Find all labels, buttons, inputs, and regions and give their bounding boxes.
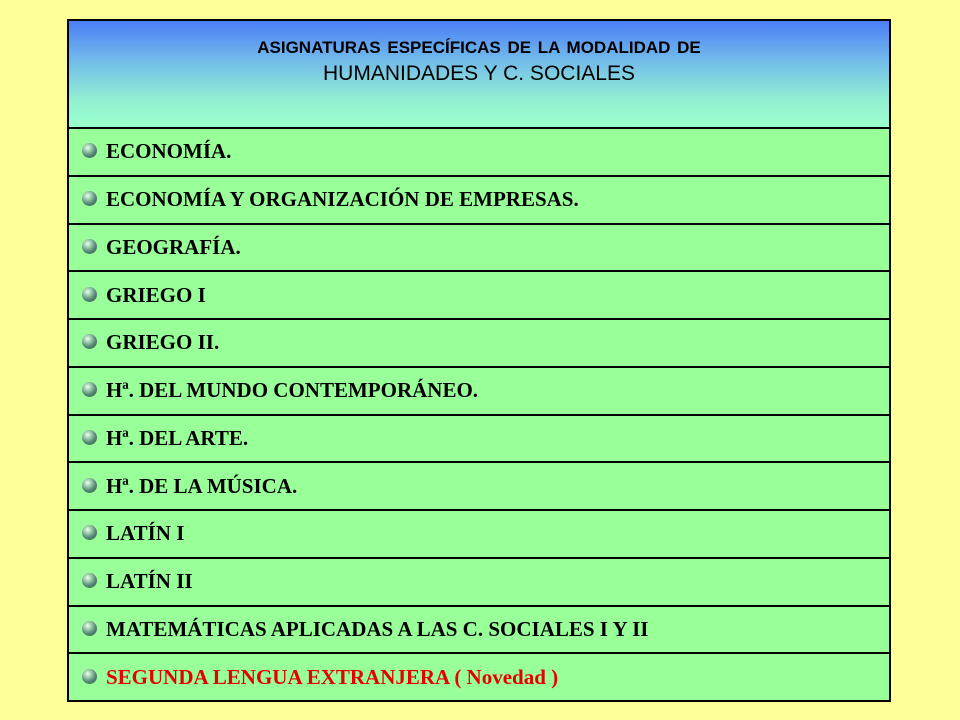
header-title-line2: HUMANIDADES Y C. SOCIALES [323, 62, 635, 85]
sphere-bullet-icon [82, 239, 97, 254]
subject-row [69, 175, 889, 223]
sphere-bullet-icon [82, 382, 97, 397]
header-title-line1: ASIGNATURAS ESPECÍFICAS DE LA MODALIDAD DE [257, 38, 701, 57]
subject-row [69, 509, 889, 557]
sphere-bullet-icon [82, 191, 97, 206]
subject-label: MATEMÁTICAS APLICADAS A LAS C. SOCIALES I Y II [106, 616, 649, 641]
subject-row [69, 270, 889, 318]
subject-row-highlight [69, 652, 889, 700]
subject-label: GRIEGO II. [106, 330, 220, 355]
subject-row [69, 366, 889, 414]
subject-label: ECONOMÍA Y ORGANIZACIÓN DE EMPRESAS. [106, 187, 579, 212]
subject-label: GRIEGO I [106, 282, 206, 307]
table-header [69, 21, 889, 127]
sphere-bullet-icon [82, 573, 97, 588]
subject-row [69, 414, 889, 462]
subject-row [69, 223, 889, 271]
subjects-table [67, 19, 891, 702]
subject-row [69, 461, 889, 509]
subject-row [69, 318, 889, 366]
subject-label: Hª. DE LA MÚSICA. [106, 473, 298, 498]
subject-row [69, 605, 889, 653]
subject-label: Hª. DEL ARTE. [106, 425, 249, 450]
subject-label: LATÍN II [106, 569, 193, 594]
sphere-bullet-icon [82, 287, 97, 302]
sphere-bullet-icon [82, 478, 97, 493]
sphere-bullet-icon [82, 621, 97, 636]
subject-label: ECONOMÍA. [106, 139, 232, 164]
subject-label-new: SEGUNDA LENGUA EXTRANJERA ( Novedad ) [106, 664, 559, 689]
subject-row [69, 127, 889, 175]
subject-label: GEOGRAFÍA. [106, 234, 241, 259]
subject-label: Hª. DEL MUNDO CONTEMPORÁNEO. [106, 378, 479, 403]
subject-row [69, 557, 889, 605]
sphere-bullet-icon [82, 430, 97, 445]
sphere-bullet-icon [82, 143, 97, 158]
sphere-bullet-icon [82, 334, 97, 349]
subject-label: LATÍN I [106, 521, 185, 546]
sphere-bullet-icon [82, 525, 97, 540]
sphere-bullet-icon [82, 669, 97, 684]
